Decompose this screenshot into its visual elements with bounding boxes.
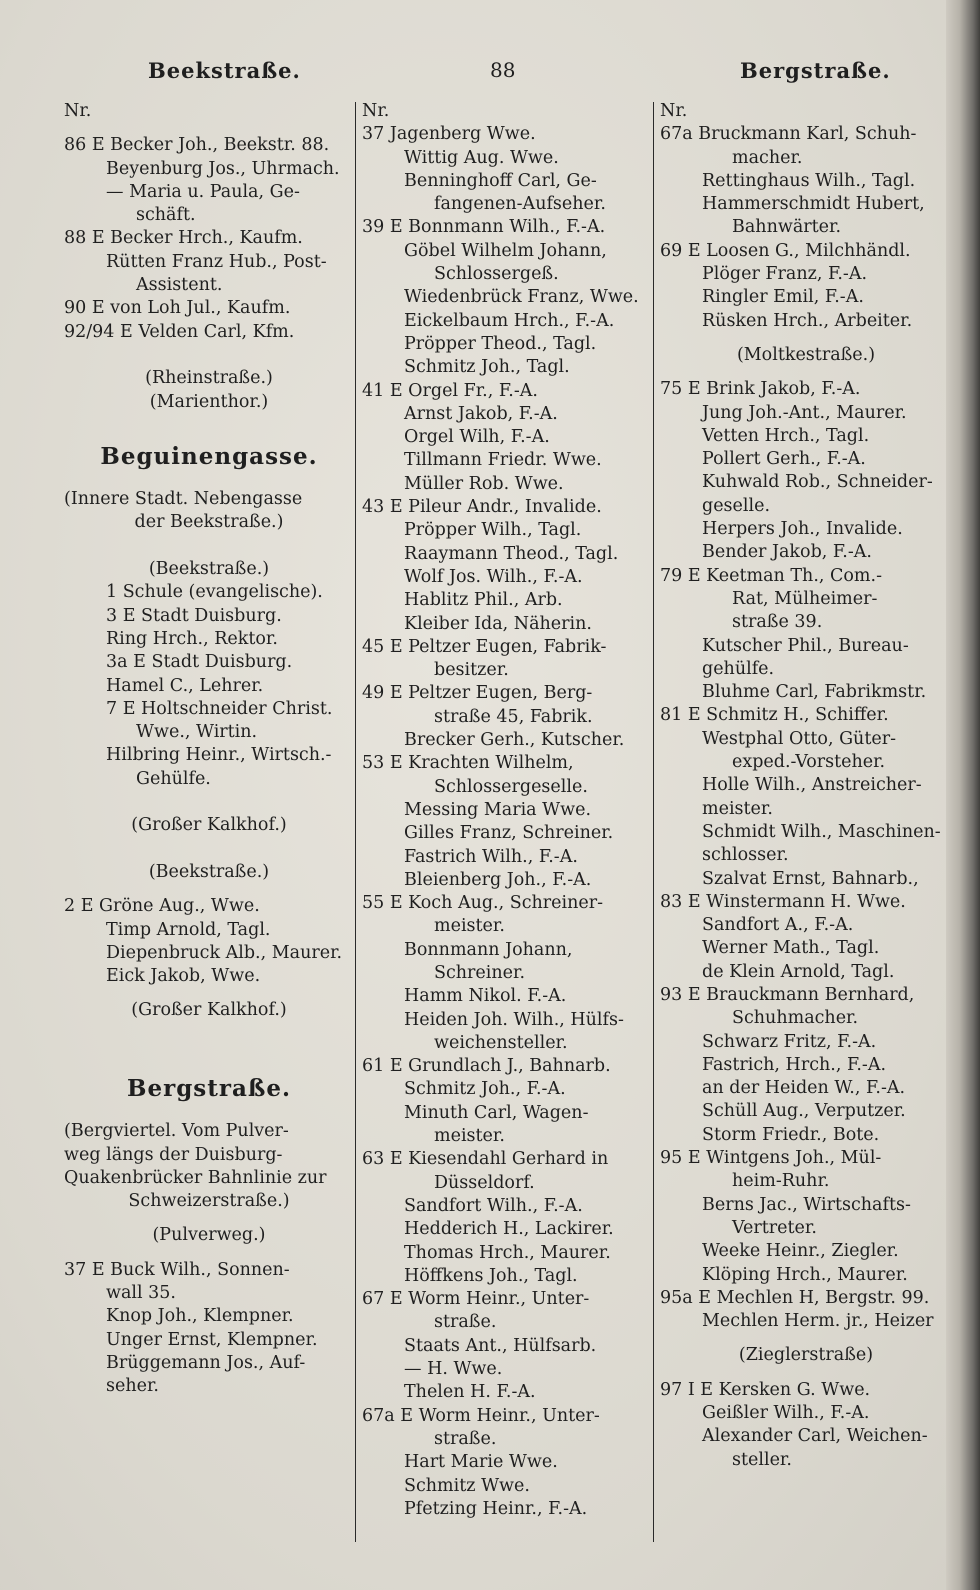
directory-line: Benninghoff Carl, Ge- [404,170,597,191]
page-edge-shadow [946,0,980,1590]
directory-line: seher. [106,1376,159,1397]
directory-line: meister. [434,1126,505,1147]
directory-line: 53 E Krachten Wilhelm, [362,753,574,774]
directory-line: Ring Hrch., Rektor. [106,628,278,649]
directory-line: Pollert Gerh., F.-A. [702,449,866,470]
directory-line: 81 E Schmitz H., Schiffer. [660,705,889,726]
directory-line: 95a E Mechlen H, Bergstr. 99. [660,1287,930,1308]
directory-line: Nr. [64,101,92,121]
directory-line: straße 39. [732,612,823,633]
directory-line: Wwe., Wirtin. [136,722,258,743]
directory-line: an der Heiden W., F.-A. [702,1078,906,1099]
directory-line: Schmitz Joh., Tagl. [404,357,570,378]
directory-line: Pröpper Wilh., Tagl. [404,520,582,541]
directory-line: Hamel C., Lehrer. [106,675,264,696]
directory-line: 3 E Stadt Duisburg. [106,605,282,626]
column-divider-2 [653,102,654,1542]
directory-line: macher. [732,147,803,168]
directory-line: Hammerschmidt Hubert, [702,194,925,215]
directory-line: Plöger Franz, F.-A. [702,264,868,285]
directory-line: 39 E Bonnmann Wilh., F.-A. [362,217,606,238]
header-right-street: Bergstraße. [740,58,891,83]
directory-line: Westphal Otto, Güter- [702,728,896,749]
directory-line: 3a E Stadt Duisburg. [106,652,293,673]
spacer [64,535,354,558]
directory-line: Beyenburg Jos., Uhrmach. [106,158,340,179]
spacer [64,838,354,861]
directory-line: der Beekstraße.) [134,512,284,533]
directory-line: steller. [732,1449,792,1470]
directory-line: (Innere Stadt. Nebengasse [64,489,303,510]
directory-line: Berns Jac., Wirtschafts- [702,1194,911,1215]
directory-line: weichensteller. [434,1032,568,1053]
directory-line: 75 E Brink Jakob, F.-A. [660,379,861,400]
directory-line: Geißler Wilh., F.-A. [702,1403,870,1424]
directory-line: Vetten Hrch., Tagl. [702,425,870,446]
spacer [660,367,952,378]
directory-line: Timp Arnold, Tagl. [106,919,271,940]
directory-line: Göbel Wilhelm Johann, [404,240,607,261]
directory-line: Bahnwärter. [732,217,842,238]
directory-line: 67 E Worm Heinr., Unter- [362,1289,590,1310]
directory-line: wall 35. [106,1283,176,1304]
directory-line: Schuhmacher. [732,1008,859,1029]
directory-line: Tillmann Friedr. Wwe. [404,450,602,471]
directory-line: Jung Joh.-Ant., Maurer. [702,402,907,423]
directory-line: Bleienberg Joh., F.-A. [404,869,592,890]
directory-line: 83 E Winstermann H. Wwe. [660,891,906,912]
directory-line: Quakenbrücker Bahnlinie zur [64,1167,327,1188]
directory-line: Schmidt Wilh., Maschinen- [702,821,941,842]
spacer [660,333,952,344]
directory-line: weg längs der Duisburg- [64,1144,283,1165]
directory-line: Holle Wilh., Anstreicher- [702,775,922,796]
spacer [64,123,354,134]
directory-line: heim-Ruhr. [732,1171,830,1192]
spacer [64,1213,354,1224]
directory-line: Rütten Franz Hub., Post- [106,251,327,272]
page-header [0,58,940,90]
directory-line: Schweizerstraße.) [128,1191,290,1212]
directory-line: Weeke Heinr., Ziegler. [702,1241,899,1262]
directory-line: Bonnmann Johann, [404,939,573,960]
directory-line: (Marienthor.) [149,391,269,412]
directory-line: Eick Jakob, Wwe. [106,966,261,987]
directory-line: 92/94 E Velden Carl, Kfm. [64,321,295,342]
directory-line: 61 E Grundlach J., Bahnarb. [362,1056,611,1077]
spacer [660,1368,952,1379]
directory-line: (Bergviertel. Vom Pulver- [64,1121,289,1142]
directory-line: schäft. [136,205,196,226]
directory-line: Knop Joh., Klempner. [106,1306,294,1327]
directory-line: 41 E Orgel Fr., F.-A. [362,380,538,401]
directory-line: straße. [434,1428,497,1449]
spacer [64,1109,354,1120]
directory-line: Fastrich Wilh., F.-A. [404,846,578,867]
directory-line: 45 E Peltzer Eugen, Fabrik- [362,636,607,657]
spacer [64,1046,354,1069]
directory-line: 7 E Holtschneider Christ. [106,698,333,719]
directory-line: 93 E Brauckmann Bernhard, [660,984,915,1005]
directory-line: Minuth Carl, Wagen- [404,1102,589,1123]
directory-line: Pfetzing Heinr., F.-A. [404,1498,588,1519]
directory-line: Storm Friedr., Bote. [702,1124,880,1145]
directory-line: Ringler Emil, F.-A. [702,287,864,308]
directory-column-2 [362,100,652,1521]
directory-line: Schmitz Joh., F.-A. [404,1079,566,1100]
directory-line: Arnst Jakob, F.-A. [404,403,558,424]
directory-line: Kuhwald Rob., Schneider- [702,472,933,493]
street-heading: Bergstraße. [127,1075,291,1103]
directory-line: Nr. [362,101,390,121]
directory-line: fangenen-Aufseher. [434,194,606,215]
directory-line: Sandfort Wilh., F.-A. [404,1195,583,1216]
directory-line: Klöping Hrch., Maurer. [702,1264,908,1285]
directory-line: 97 I E Kersken G. Wwe. [660,1379,871,1400]
directory-line: Hablitz Phil., Arb. [404,590,563,611]
directory-line: Herpers Joh., Invalide. [702,519,903,540]
spacer [64,344,354,367]
directory-line: Fastrich, Hrch., F.-A. [702,1054,887,1075]
directory-line: Bluhme Carl, Fabrikmstr. [702,682,927,703]
directory-line: de Klein Arnold, Tagl. [702,961,895,982]
directory-line: Vertreter. [732,1217,817,1238]
directory-line: Gilles Franz, Schreiner. [404,823,614,844]
spacer [64,884,354,895]
header-left-street: Beekstraße. [148,58,301,83]
directory-line: Pröpper Theod., Tagl. [404,333,597,354]
directory-line: Hamm Nikol. F.-A. [404,986,567,1007]
directory-line: Szalvat Ernst, Bahnarb., [702,868,919,889]
spacer [660,1333,952,1344]
directory-line: 37 E Buck Wilh., Sonnen- [64,1259,290,1280]
directory-line: besitzer. [434,660,509,681]
directory-line: Hedderich H., Lackirer. [404,1219,614,1240]
spacer [64,791,354,814]
directory-line: Bender Jakob, F.-A. [702,542,872,563]
directory-line: 86 E Becker Joh., Beekstr. 88. [64,135,330,156]
directory-line: Kutscher Phil., Bureau- [702,635,909,656]
directory-line: Düsseldorf. [434,1172,535,1193]
directory-line: Rat, Mülheimer- [732,588,878,609]
column-divider-1 [355,102,356,1542]
directory-line: Thomas Hrch., Maurer. [404,1242,611,1263]
directory-column-3 [660,100,952,1472]
directory-line: (Großer Kalkhof.) [131,1000,287,1021]
directory-line: 55 E Koch Aug., Schreiner- [362,893,604,914]
directory-line: Assistent. [136,275,223,296]
directory-line: Raaymann Theod., Tagl. [404,543,619,564]
directory-line: Gehülfe. [136,768,211,789]
directory-line: Brecker Gerh., Kutscher. [404,730,625,751]
directory-line: (Großer Kalkhof.) [131,815,287,836]
directory-line: — Maria u. Paula, Ge- [106,181,300,202]
directory-line: Schmitz Wwe. [404,1475,530,1496]
directory-line: Orgel Wilh, F.-A. [404,427,550,448]
directory-line: Sandfort A., F.-A. [702,915,854,936]
directory-line: — H. Wwe. [404,1359,503,1380]
spacer [64,988,354,999]
directory-line: 79 E Keetman Th., Com.- [660,565,883,586]
directory-line: Wiedenbrück Franz, Wwe. [404,287,639,308]
directory-line: (Moltkestraße.) [736,344,876,365]
directory-line: 69 E Loosen G., Milchhändl. [660,240,911,261]
directory-line: (Zieglerstraße) [738,1345,874,1366]
directory-line: meister. [434,916,505,937]
directory-line: (Pulverweg.) [152,1225,266,1246]
directory-line: schlosser. [702,845,789,866]
directory-line: 49 E Peltzer Eugen, Berg- [362,683,593,704]
directory-line: Eickelbaum Hrch., F.-A. [404,310,615,331]
directory-line: Schlossergeß. [434,264,559,285]
directory-line: Höffkens Joh., Tagl. [404,1265,578,1286]
directory-line: Schlossergeselle. [434,776,588,797]
directory-line: straße. [434,1312,497,1333]
directory-line: 2 E Gröne Aug., Wwe. [64,896,260,917]
directory-line: Mechlen Herm. jr., Heizer [702,1311,934,1332]
directory-line: Messing Maria Wwe. [404,799,592,820]
directory-line: Brüggemann Jos., Auf- [106,1352,306,1373]
directory-line: gehülfe. [702,658,775,679]
directory-line: (Beekstraße.) [148,559,270,580]
directory-column-1 [64,100,354,1399]
directory-line: geselle. [702,495,771,516]
directory-line: Wittig Aug. Wwe. [404,147,559,168]
directory-line: 67a Bruckmann Karl, Schuh- [660,124,917,145]
directory-line: 63 E Kiesendahl Gerhard in [362,1149,609,1170]
directory-line: 88 E Becker Hrch., Kaufm. [64,228,303,249]
directory-line: Werner Math., Tagl. [702,938,880,959]
spacer [64,477,354,488]
directory-line: meister. [702,798,773,819]
directory-line: (Rheinstraße.) [145,368,273,389]
directory-line: Alexander Carl, Weichen- [702,1426,928,1447]
spacer [64,1023,354,1046]
directory-line: Hilbring Heinr., Wirtsch.- [106,745,332,766]
directory-line: 1 Schule (evangelische). [106,582,323,603]
directory-line: Nr. [660,101,688,121]
directory-line: Wolf Jos. Wilh., F.-A. [404,566,583,587]
street-heading: Beguinengasse. [100,443,318,471]
directory-line: Rettinghaus Wilh., Tagl. [702,170,916,191]
page-number: 88 [490,58,516,82]
directory-line: Hart Marie Wwe. [404,1452,558,1473]
spacer [64,414,354,437]
directory-line: (Beekstraße.) [148,861,270,882]
directory-line: Schreiner. [434,962,526,983]
directory-line: 90 E von Loh Jul., Kaufm. [64,298,291,319]
directory-line: 37 Jagenberg Wwe. [362,124,536,145]
directory-line: Diepenbruck Alb., Maurer. [106,942,343,963]
directory-line: Thelen H. F.-A. [404,1382,536,1403]
directory-line: Heiden Joh. Wilh., Hülfs- [404,1009,624,1030]
directory-line: Staats Ant., Hülfsarb. [404,1335,597,1356]
directory-line: Schwarz Fritz, F.-A. [702,1031,877,1052]
directory-line: exped.-Vorsteher. [732,752,886,773]
directory-line: 95 E Wintgens Joh., Mül- [660,1148,882,1169]
directory-line: Rüsken Hrch., Arbeiter. [702,310,913,331]
directory-line: Müller Rob. Wwe. [404,473,564,494]
directory-line: straße 45, Fabrik. [434,706,593,727]
directory-line: 67a E Worm Heinr., Unter- [362,1405,600,1426]
spacer [64,1248,354,1259]
directory-line: Unger Ernst, Klempner. [106,1329,318,1350]
directory-line: Schüll Aug., Verputzer. [702,1101,906,1122]
directory-line: 43 E Pileur Andr., Invalide. [362,497,602,518]
directory-line: Kleiber Ida, Näherin. [404,613,592,634]
